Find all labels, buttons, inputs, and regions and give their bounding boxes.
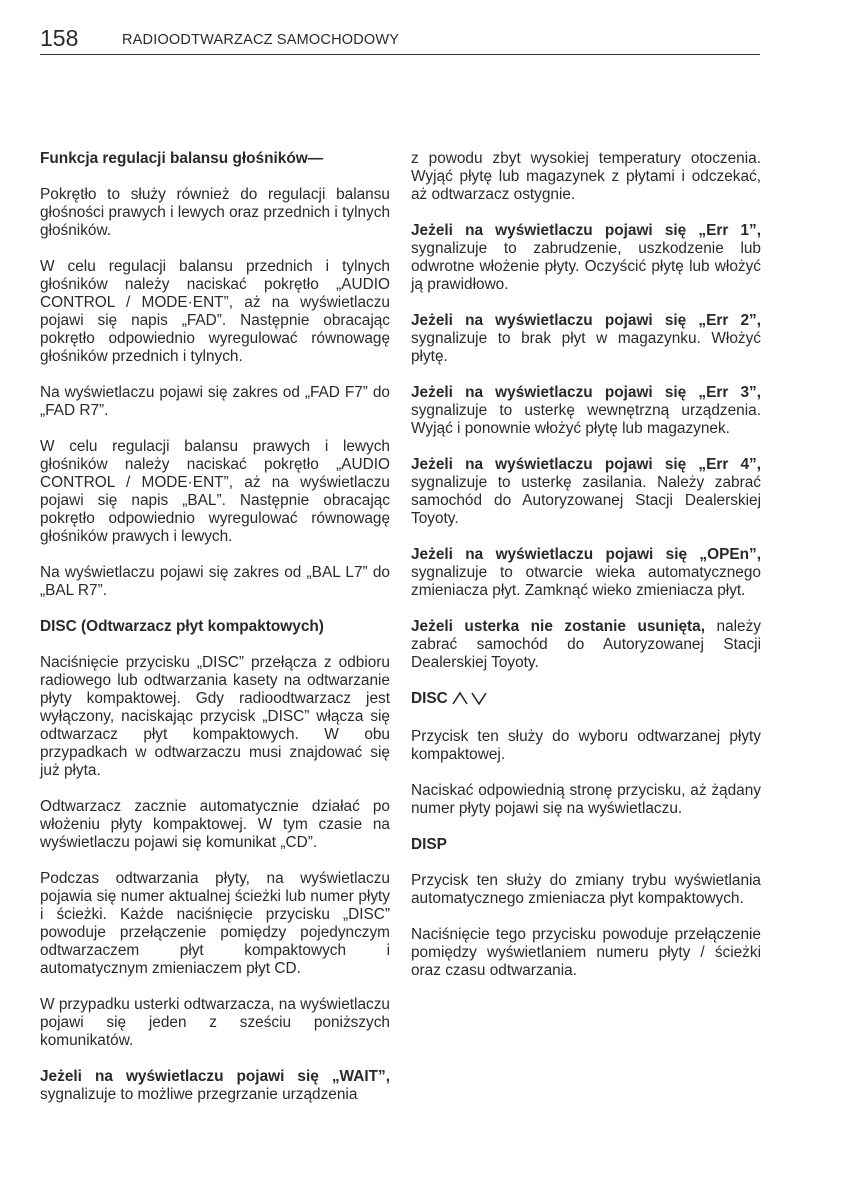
err4-label: Jeżeli na wyświetlaczu pojawi się „Err 4”, bbox=[411, 456, 761, 473]
section-title: RADIOODTWARZACZ SAMOCHODOWY bbox=[122, 32, 400, 48]
err1-label: Jeżeli na wyświetlaczu pojawi się „Err 1”, bbox=[411, 222, 761, 239]
paragraph: Odtwarzacz zacznie automatycznie działać po włożeniu płyty kompaktowej. W tym czasie na wyświetlaczu pojawi się komunikat „CD”. bbox=[40, 798, 390, 851]
err2-text: sygnalizuje to brak płyt w magazynku. Włożyć płytę. bbox=[411, 330, 761, 365]
paragraph: Pokrętło to służy również do regulacji balansu głośności prawych i lewych oraz przednich i tylnych głośników. bbox=[40, 186, 390, 239]
open-paragraph bbox=[411, 546, 761, 600]
paragraph: Naciśnięcie tego przycisku powoduje przełączenie pomiędzy wyświetlaniem numeru płyty / ścieżki oraz czasu odtwarzania. bbox=[411, 926, 761, 979]
unresolved-label: Jeżeli usterka nie zostanie usunięta, bbox=[411, 618, 706, 635]
err1-paragraph bbox=[411, 222, 761, 294]
err3-label: Jeżeli na wyświetlaczu pojawi się „Err 3”, bbox=[411, 384, 761, 401]
left-column bbox=[40, 150, 390, 1122]
paragraph: Przycisk ten służy do zmiany trybu wyświetlania automatycznego zmieniacza płyt kompaktowych. bbox=[411, 872, 761, 907]
paragraph: Naciśnięcie przycisku „DISC” przełącza z odbioru radiowego lub odtwarzania kasety na odtwarzanie płyty kompaktowej. Gdy radioodtwarzacz jest wyłączony, naciskając przycisk „DISC” włącza się odtwarzacz płyt kompaktowych. W obu przypadkach w odtwarzaczu musi znajdować się już płyta. bbox=[40, 654, 390, 779]
paragraph: Na wyświetlaczu pojawi się zakres od „BAL L7” do „BAL R7”. bbox=[40, 564, 390, 599]
err3-paragraph bbox=[411, 384, 761, 438]
disc-updown-heading bbox=[411, 690, 761, 710]
err2-label: Jeżeli na wyświetlaczu pojawi się „Err 2”, bbox=[411, 312, 761, 329]
paragraph: Podczas odtwarzania płyty, na wyświetlaczu pojawia się numer aktualnej ścieżki lub numer płyty i ścieżki. Każde naciśnięcie przycisku „DISC” powoduje przełączenie pomiędzy pojedynczym odtwarzaczem płyt kompaktowych i automatycznym zmieniaczem płyt CD. bbox=[40, 870, 390, 977]
page-number: 158 bbox=[40, 25, 79, 51]
paragraph: Na wyświetlaczu pojawi się zakres od „FAD F7” do „FAD R7”. bbox=[40, 384, 390, 419]
right-column bbox=[411, 150, 761, 998]
disp-heading: DISP bbox=[411, 836, 447, 853]
paragraph: W celu regulacji balansu prawych i lewych głośników należy naciskać pokrętło „AUDIO CONTROL / MODE·ENT”, aż na wyświetlaczu pojawi się napis „BAL”. Następnie obracając pokrętło odpowiednio wyregulować równowagę głośników prawych i lewych. bbox=[40, 438, 390, 545]
err2-paragraph bbox=[411, 312, 761, 366]
wait-label: Jeżeli na wyświetlaczu pojawi się „WAIT”, bbox=[40, 1068, 390, 1085]
paragraph: z powodu zbyt wysokiej temperatury otoczenia. Wyjąć płytę lub magazynek z płytami i odczekać, aż odtwarzacz ostygnie. bbox=[411, 150, 761, 203]
page-header bbox=[40, 24, 760, 55]
unresolved-text: należy zabrać samochód do Autoryzowanej Stacji Dealerskiej Toyoty. bbox=[411, 618, 761, 671]
paragraph: W celu regulacji balansu przednich i tylnych głośników należy naciskać pokrętło „AUDIO CONTROL / MODE·ENT”, aż na wyświetlaczu pojawi się napis „FAD”. Następnie obracając pokrętło odpowiednio wyregulować równowagę głośników przednich i tylnych. bbox=[40, 258, 390, 365]
balance-heading: Funkcja regulacji balansu głośników— bbox=[40, 150, 324, 167]
paragraph: Naciskać odpowiednią stronę przycisku, aż żądany numer płyty pojawi się na wyświetlaczu. bbox=[411, 782, 761, 817]
err4-paragraph bbox=[411, 456, 761, 528]
paragraph: Przycisk ten służy do wyboru odtwarzanej płyty kompaktowej. bbox=[411, 728, 761, 763]
err3-text: sygnalizuje to usterkę wewnętrzną urządzenia. Wyjąć i ponownie włożyć płytę lub magazynek. bbox=[411, 402, 761, 437]
open-label: Jeżeli na wyświetlaczu pojawi się „OPEn”, bbox=[411, 546, 761, 563]
wait-message-paragraph bbox=[40, 1068, 390, 1104]
open-text: sygnalizuje to otwarcie wieka automatycznego zmieniacza płyt. Zamknąć wieko zmieniacza płyt. bbox=[411, 564, 761, 599]
up-down-arrows-icon bbox=[452, 691, 488, 710]
disc-player-heading: DISC (Odtwarzacz płyt kompaktowych) bbox=[40, 618, 324, 635]
unresolved-paragraph bbox=[411, 618, 761, 672]
err4-text: sygnalizuje to usterkę zasilania. Należy zabrać samochód do Autoryzowanej Stacji Dealerskiej Toyoty. bbox=[411, 474, 761, 527]
disc-label: DISC bbox=[411, 690, 448, 707]
wait-text: sygnalizuje to możliwe przegrzanie urządzenia bbox=[40, 1086, 358, 1103]
paragraph: W przypadku usterki odtwarzacza, na wyświetlaczu pojawi się jeden z sześciu poniższych komunikatów. bbox=[40, 996, 390, 1049]
err1-text: sygnalizuje to zabrudzenie, uszkodzenie lub odwrotne włożenie płyty. Oczyścić płytę lub włożyć ją prawidłowo. bbox=[411, 240, 761, 293]
